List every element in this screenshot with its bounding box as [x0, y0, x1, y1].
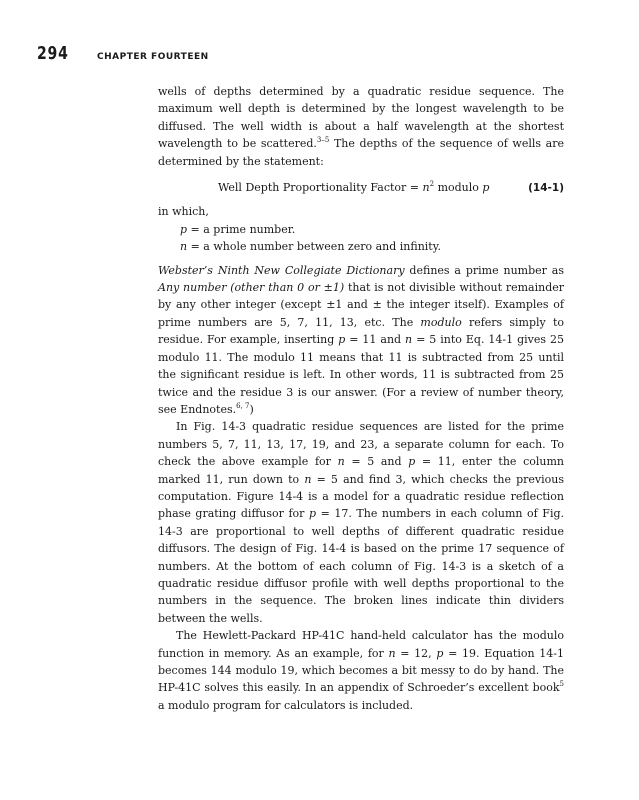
text: = a whole number between zero and infinity. [187, 240, 441, 254]
text: = 5 and find 3, which checks the previous computation. Figure 14-4 is a model for a quadratic residue reflection phase grating diffusor for [158, 472, 564, 521]
var: n [337, 455, 345, 469]
text: In Fig. 14-3 quadratic residue sequences are listed for the prime numbers 5, 7, 11, 13, 17, 19, and 23, a separate column for each. To check the above example for [158, 420, 564, 469]
quote: Any number (other than 0 or ±1) [158, 281, 345, 295]
paragraph-fig-14-3 [158, 418, 564, 627]
text: that is not divisible without remainder by any other integer (except ±1 and ± the integer itself). Examples of prime numbers are 5, 7, 11, 13, etc. The [158, 281, 564, 329]
equation-expression [218, 179, 489, 196]
var: p [408, 455, 416, 469]
text: The Hewlett-Packard HP-41C hand-held calculator has the modulo function in memory. As an example, for [158, 629, 564, 660]
text: = 5 into Eq. 14-1 gives 25 modulo 11. The modulo 11 means that 11 is subtracted from 25 until the significant residue is left. In other words, 11 is subtracted from 25 twice and the residue 3 is our answer. (For a review of number theory, see Endnotes. [158, 333, 565, 416]
definition-p [180, 221, 564, 238]
term: modulo [420, 315, 462, 329]
text: a modulo program for calculators is included. [158, 698, 414, 712]
text: = 5 and [344, 455, 409, 469]
var: n [388, 646, 396, 660]
equation-14-1 [158, 179, 564, 197]
text: = 12, [395, 646, 437, 660]
exponent: 2 [429, 180, 435, 189]
definition-list [158, 221, 564, 256]
text: = 19. Equation 14-1 becomes 144 modulo 19, which becomes a bit messy to do by hand. The HP-41C solves this easily. In an appendix of Schroeder’s excellent book [158, 646, 564, 695]
var: p [436, 646, 444, 660]
endnote-ref[interactable]: 6, 7 [236, 401, 250, 410]
text: = a prime number. [187, 222, 296, 236]
text: refers simply to residue. For example, inserting [158, 315, 565, 347]
var: n [180, 240, 188, 254]
var: n [405, 333, 413, 347]
definition-n [180, 238, 564, 255]
page-number: 294 [37, 43, 69, 64]
page-header [37, 43, 209, 67]
equation-number: (14-1) [528, 182, 564, 195]
text: Well Depth Proportionality Factor = [218, 181, 423, 195]
in-which: in which, [158, 205, 209, 219]
endnote-ref[interactable]: 3–5 [316, 136, 330, 145]
body-text [158, 83, 564, 714]
chapter-title: CHAPTER FOURTEEN [97, 52, 209, 62]
text: defines a prime number as [404, 263, 564, 277]
var: n [422, 181, 430, 195]
var: p [180, 222, 188, 236]
text: ) [249, 402, 254, 416]
text: = 17. The numbers in each column of Fig. 14-3 are proportional to well depths of different quadratic residue diffusors. The design of Fig. 14-4 is based on the prime 17 sequence of numbers. At the bottom of each column of Fig. 14-3 is a sketch of a quadratic residue diffusor profile with well depths proportional to the numbers in the sequence. The broken lines indicate thin dividers between the wells. [158, 507, 564, 625]
text: modulo [434, 181, 483, 195]
book-title: Webster’s Ninth New Collegiate Dictionary [158, 263, 405, 277]
var: p [482, 181, 490, 195]
paragraph-prime-definition [158, 262, 564, 419]
text: = 11, enter the column marked 11, run down to [158, 455, 564, 486]
paragraph-intro [158, 83, 564, 170]
text: The depths of the sequence of wells are determined by the statement: [158, 137, 565, 168]
text: = 11 and [345, 333, 406, 347]
text: wells of depths determined by a quadratic residue sequence. The maximum well depth is determined by the longest wavelength to be diffused. The well width is about a half wavelength at the shortest wavelength to be scattered. [158, 85, 564, 151]
endnote-ref[interactable]: 5 [559, 680, 564, 689]
var: p [308, 507, 317, 521]
var: n [304, 472, 312, 486]
var: p [338, 333, 346, 347]
paragraph-hp41c [158, 627, 564, 714]
